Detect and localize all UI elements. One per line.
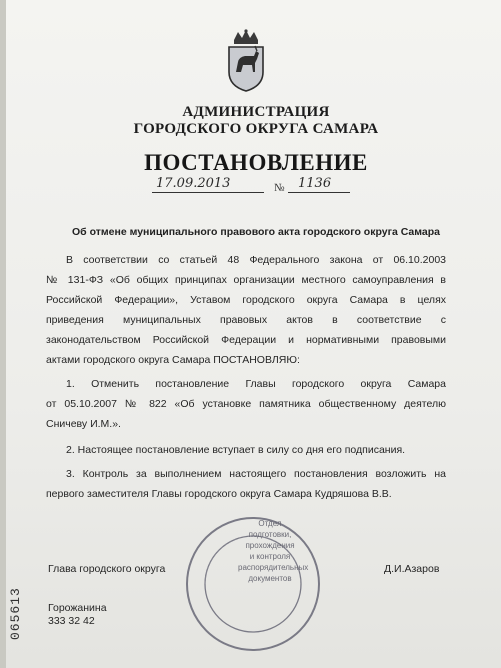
preamble-line: законодательством Российской Федерации и нормативными правовыми — [46, 334, 446, 346]
preamble-line: Российской Федерации», Уставом городского округа Самара в целях — [46, 294, 446, 306]
number-sign: № — [274, 182, 285, 194]
handwritten-number: 1136 — [298, 176, 332, 191]
signature-position: Глава городского округа — [48, 563, 166, 575]
document-page — [6, 0, 501, 668]
executor-phone: 333 32 42 — [48, 615, 95, 627]
org-line-2: ГОРОДСКОГО ОКРУГА САМАРА — [133, 121, 379, 137]
preamble-line: актами городского округа Самара ПОСТАНОВЛЯЮ: — [46, 354, 300, 366]
date-underline — [152, 192, 264, 193]
item-3-line: 3. Контроль за выполнением настоящего постановления возложить на — [66, 468, 446, 480]
document-type: ПОСТАНОВЛЕНИЕ — [144, 150, 368, 175]
item-1-line: 1. Отменить постановление Главы городского округа Самара — [66, 378, 446, 390]
document-subject: Об отмене муниципального правового акта городского округа Самара — [72, 226, 440, 238]
side-serial-number: 065613 — [8, 587, 23, 640]
handwritten-date: 17.09.2013 — [156, 176, 231, 191]
stamp-line: распорядительных — [238, 563, 309, 572]
stamp-line: прохождения — [245, 541, 295, 550]
item-1-line: от 05.10.2007 № 822 «Об установке памятника общественному деятелю — [46, 398, 446, 410]
item-3-line: первого заместителя Главы городского округа Самара Кудряшова В.В. — [46, 488, 392, 500]
number-underline — [288, 192, 350, 193]
preamble-line: № 131-ФЗ «Об общих принципах организации местного самоуправления в — [46, 274, 446, 286]
item-2: 2. Настоящее постановление вступает в силу со дня его подписания. — [66, 444, 406, 456]
preamble-line: приведения муниципальных правовых актов в соответствие с — [46, 314, 446, 326]
coat-of-arms-icon — [224, 28, 268, 92]
stamp-line: документов — [248, 574, 292, 583]
executor-name: Горожанина — [48, 602, 107, 614]
preamble-line: В соответствии со статьей 48 Федерального закона от 06.10.2003 — [66, 254, 446, 266]
item-1-line: Сничеву И.М.». — [46, 418, 121, 430]
org-line-1: АДМИНИСТРАЦИЯ — [182, 104, 330, 120]
stamp-text — [238, 518, 309, 584]
stamp-line: и контроля — [249, 552, 291, 561]
stamp-line: подготовки, — [248, 530, 292, 539]
signature-name: Д.И.Азаров — [384, 563, 440, 575]
organization-name — [106, 104, 406, 138]
stamp-line: Отдел — [258, 519, 282, 528]
